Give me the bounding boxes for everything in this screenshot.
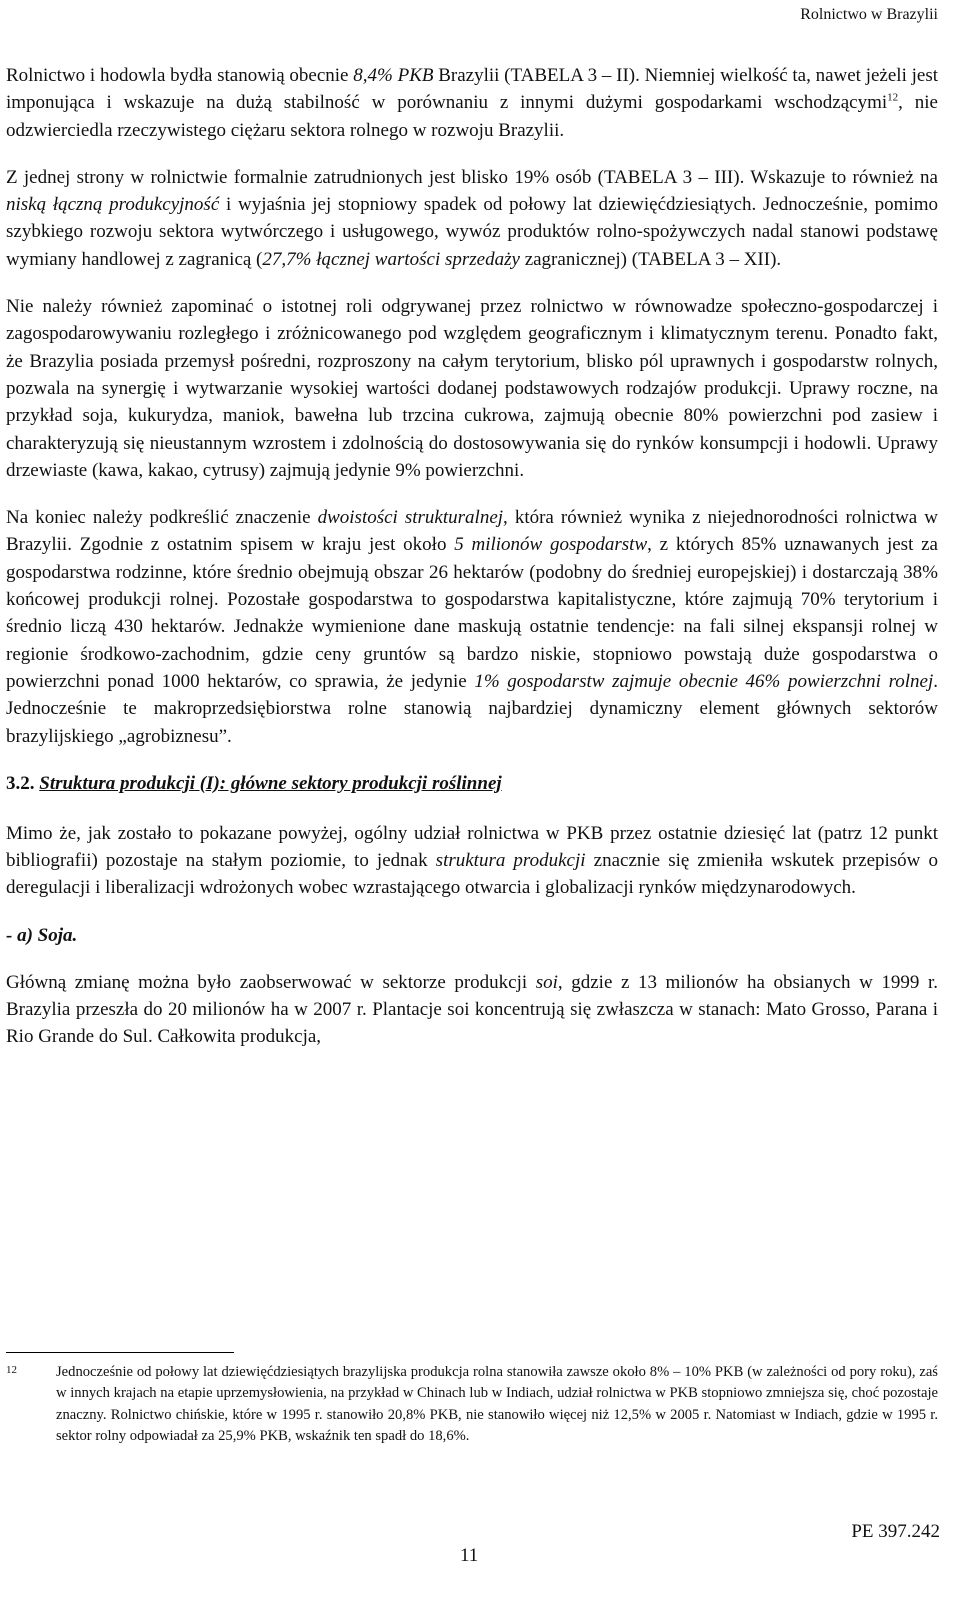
- paragraph-4: [6, 504, 938, 750]
- footnote-text: Jednocześnie od połowy lat dziewięćdziesiątych brazylijska produkcja rolna stanowiła zawsze około 8% – 10% PKB (w zależności od pory roku), zaś w innych krajach na etapie uprzemysłowienia, na przykład w Chinach lub w Indiach, udział rolnictwa w PKB stopniowo zmniejsza się, choć pozostaje znaczny. Rolnictwo chińskie, które w 1995 r. stanowiło 20,8% PKB, nie stanowiło więcej niż 12,5% w 2005 r. Natomiast w Indiach, gdzie w 1995 r. sektor rolny odpowiadał za 25,9% PKB, wskaźnik ten spadł do 18,6%.: [56, 1364, 938, 1445]
- main-text: [6, 62, 938, 1071]
- text-run: Brazylii (TABELA 3 – II). Niemniej wielkość ta, nawet jeżeli jest imponująca i wskazuje na dużą stabilność w porównaniu z innymi dużymi gospodarkami wschodzącymi: [6, 65, 938, 114]
- paragraph-2: [6, 164, 938, 273]
- paragraph-3: [6, 293, 938, 484]
- text-run: Nie należy również zapominać o istotnej roli odgrywanej przez rolnictwo w równowadze społeczno-gospodarczej i zagospodarowywaniu rozległego i zróżnicowanego pod względem geograficznym i klimatycznym terenu. Ponadto fakt, że Brazylia posiada przemysł pośredni, rozproszony na całym terytorium, blisko pól uprawnych i gospodarstw rolnych, pozwala na synergię i wytwarzanie wysokiej wartości dodanej podstawowych rodzajów produkcji. Uprawy roczne, na przykład soja, kukurydza, maniok, bawełna lub trzcina cukrowa, zajmują obecnie 80% powierzchni pod zasiew i charakteryzują się nieustannym wzrostem i zdolnością do dostosowywania się do rynków konsumpcji i hodowli. Uprawy drzewiaste (kawa, kakao, cytrusy) zajmują jedynie 9% powierzchni.: [6, 296, 938, 481]
- text-run: Z jednej strony w rolnictwie formalnie zatrudnionych jest blisko 19% osób (TABELA 3 – III). Wskazuje to również na: [6, 166, 938, 188]
- subsection-heading: - a) Soja.: [6, 924, 78, 946]
- page-number: 11: [460, 1545, 479, 1566]
- footnote-reference[interactable]: 12: [887, 91, 899, 104]
- text-run: , która również wynika z niejednorodności rolnictwa w Brazylii. Zgodnie z ostatnim spisem w kraju jest około: [6, 507, 938, 556]
- text-run: i wyjaśnia jej stopniowy spadek od połowy lat dziewięćdziesiątych. Jednocześnie, pomimo szybkiego rozwoju sektora wytwórczego i usługowego, wywóz produktów rolno-spożywczych nadal stanowi podstawę wymiany handlowej z zagranicą (: [6, 194, 939, 270]
- emphasis: 1% gospodarstw zajmuje obecnie 46% powierzchni rolnej: [474, 670, 934, 692]
- emphasis: struktura produkcji: [435, 850, 586, 872]
- text-run: Mimo że, jak zostało to pokazane powyżej, ogólny udział rolnictwa w PKB przez ostatnie dziesięć lat (patrz 12 punkt bibliografii) pozostaje na stałym poziomie, to jednak: [6, 822, 938, 872]
- emphasis: niską łączną produkcyjność: [6, 194, 220, 216]
- footnote: [6, 1362, 938, 1448]
- emphasis: 8,4% PKB: [353, 65, 434, 86]
- emphasis: 27,7% łącznej wartości sprzedaży: [262, 248, 520, 270]
- paragraph-1: [6, 62, 938, 144]
- section-title: Struktura produkcji (I): główne sektory produkcji roślinnej: [39, 772, 502, 794]
- text-run: , nie odzwierciedla rzeczywistego ciężaru sektora rolnego w rozwoju Brazylii.: [6, 92, 938, 141]
- paragraph-6: [6, 969, 938, 1051]
- section-number: 3.2.: [6, 772, 40, 794]
- document-reference: PE 397.242: [851, 1521, 940, 1542]
- footnote-number: 12: [6, 1364, 17, 1376]
- text-run: . Jednocześnie te makroprzedsiębiorstwa rolne stanowią najbardziej dynamiczny element głównych sektorów brazylijskiego „agrobiznesu”.: [6, 670, 938, 747]
- emphasis: 5 milionów gospodarstw: [454, 534, 648, 556]
- section-heading: [6, 770, 938, 797]
- text-run: Rolnictwo i hodowla bydła stanowią obecnie: [6, 65, 354, 86]
- text-run: , gdzie z 13 milionów ha obsianych w 1999 r. Brazylia przeszła do 20 milionów ha w 2007 r. Plantacje soi koncentrują się zwłaszcza w stanach: Mato Grosso, Parana i Rio Grande do Sul. Całkowita produkcja,: [6, 971, 939, 1048]
- emphasis: soi: [535, 971, 558, 993]
- text-run: znacznie się zmieniła wskutek przepisów o deregulacji i liberalizacji wdrożonych wobec wzrastającego otwarcia i globalizacji rynków międzynarodowych.: [6, 850, 938, 899]
- footnote-separator: [6, 1352, 234, 1353]
- emphasis: dwoistości strukturalnej: [317, 507, 504, 529]
- text-run: Główną zmianę można było zaobserwować w sektorze produkcji: [6, 971, 536, 993]
- running-header: Rolnictwo w Brazylii: [800, 6, 938, 23]
- text-run: zagranicznej) (TABELA 3 – XII).: [519, 248, 782, 270]
- paragraph-5: [6, 820, 938, 902]
- text-run: , z których 85% uznawanych jest za gospodarstwa rodzinne, które średnio obejmują obszar 26 hektarów (podobny do średniej europejskiej) i dostarczają 38% końcowej produkcji rolnej. Pozostałe gospodarstwa to gospodarstwa kapitalistyczne, które zajmują 70% terytorium i średnio liczą 430 hektarów. Jednakże wymienione dane maskują ostatnie tendencje: na fali silnej ekspansji rolnej w regionie środkowo-zachodnim, gdzie ceny gruntów są bardzo niskie, stopniowo powstają duże gospodarstwa o powierzchni ponad 1000 hektarów, co sprawia, że jedynie: [6, 534, 938, 692]
- text-run: Na koniec należy podkreślić znaczenie: [6, 507, 318, 529]
